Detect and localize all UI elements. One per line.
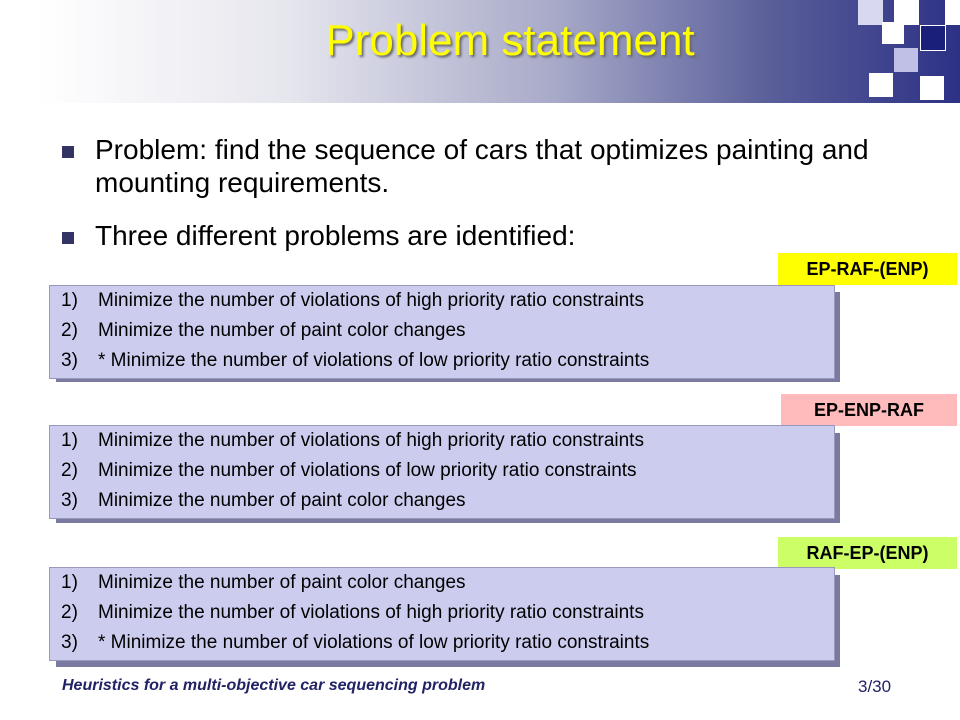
problem-box bbox=[49, 425, 835, 519]
item-text: Minimize the number of violations of high priority ratio constraints bbox=[98, 290, 644, 311]
item-number: 2) bbox=[61, 460, 78, 481]
objective-list bbox=[50, 426, 834, 516]
objective-item bbox=[50, 568, 834, 598]
problem-box bbox=[49, 567, 835, 661]
footer-title: Heuristics for a multi-objective car sequencing problem bbox=[62, 677, 486, 694]
objective-item bbox=[50, 486, 834, 516]
item-number: 1) bbox=[61, 572, 78, 593]
problem-box bbox=[49, 285, 835, 379]
item-text: Minimize the number of paint color changes bbox=[98, 572, 466, 593]
item-number: 3) bbox=[61, 350, 78, 371]
objective-item bbox=[50, 346, 834, 376]
problem-tag: EP-RAF-(ENP) bbox=[778, 253, 957, 285]
bullet-list bbox=[60, 133, 920, 272]
decor-square bbox=[869, 73, 893, 97]
item-number: 3) bbox=[61, 490, 78, 511]
bullet-item bbox=[60, 219, 920, 252]
item-text: Minimize the number of paint color changes bbox=[98, 320, 466, 341]
objective-item bbox=[50, 456, 834, 486]
item-number: 1) bbox=[61, 290, 78, 311]
item-number: 2) bbox=[61, 320, 78, 341]
problem-tag: EP-ENP-RAF bbox=[781, 394, 957, 426]
objective-item bbox=[50, 426, 834, 456]
objective-item bbox=[50, 316, 834, 346]
item-text: * Minimize the number of violations of low priority ratio constraints bbox=[98, 632, 650, 653]
item-text: Minimize the number of violations of high priority ratio constraints bbox=[98, 430, 644, 451]
objective-item bbox=[50, 628, 834, 658]
item-number: 2) bbox=[61, 602, 78, 623]
item-text: * Minimize the number of violations of low priority ratio constraints bbox=[98, 350, 650, 371]
objective-list bbox=[50, 286, 834, 376]
item-text: Minimize the number of paint color changes bbox=[98, 490, 466, 511]
item-text: Minimize the number of violations of high priority ratio constraints bbox=[98, 602, 644, 623]
square-bullet-icon bbox=[62, 232, 74, 244]
bullet-item bbox=[60, 133, 920, 199]
bullet-text: Three different problems are identified: bbox=[95, 220, 576, 251]
item-number: 1) bbox=[61, 430, 78, 451]
problem-tag: RAF-EP-(ENP) bbox=[778, 537, 957, 569]
decor-square bbox=[920, 76, 944, 100]
objective-item bbox=[50, 286, 834, 316]
objective-item bbox=[50, 598, 834, 628]
square-bullet-icon bbox=[62, 146, 74, 158]
objective-list bbox=[50, 568, 834, 658]
bullet-text: Problem: find the sequence of cars that optimizes painting and mounting requirements. bbox=[95, 134, 869, 198]
slide-title: Problem statement bbox=[325, 16, 695, 65]
item-text: Minimize the number of violations of low priority ratio constraints bbox=[98, 460, 637, 481]
item-number: 3) bbox=[61, 632, 78, 653]
page-number: 3/30 bbox=[858, 677, 892, 696]
